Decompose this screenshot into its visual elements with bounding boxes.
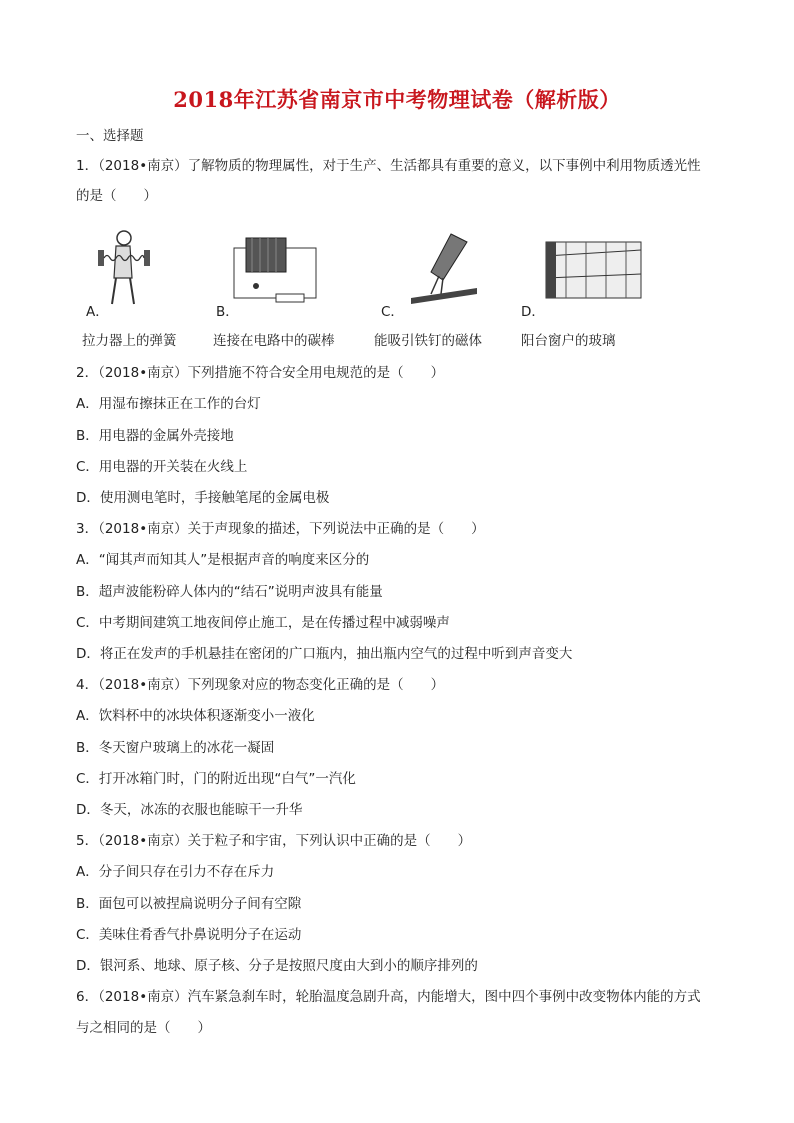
option-c-letter: C． <box>381 304 404 320</box>
figure-c <box>381 228 501 320</box>
figure-d <box>521 228 641 320</box>
option-a-caption: 拉力器上的弹簧 <box>82 333 177 349</box>
spring-expander-illustration <box>86 228 196 308</box>
section-heading: 一、选择题 <box>76 128 144 144</box>
carbon-rod-circuit-illustration <box>216 228 326 308</box>
question-1-stem-line-1: 1．（2018•南京）了解物质的物理属性，对于生产、生活都具有重要的意义，以下事例中利用物质透光性 <box>76 158 701 174</box>
question-5-option-a: A．分子间只存在引力不存在斥力 <box>76 864 275 880</box>
question-4-stem: 4．（2018•南京）下列现象对应的物态变化正确的是（ ） <box>76 677 445 693</box>
question-3-option-c: C．中考期间建筑工地夜间停止施工，是在传播过程中减弱噪声 <box>76 615 450 631</box>
option-a-letter: A． <box>86 304 109 320</box>
question-6-stem-line-2: 与之相同的是（ ） <box>76 1020 211 1036</box>
magnet-illustration <box>381 228 491 308</box>
question-4-option-d: D．冬天，冰冻的衣服也能晾干一升华 <box>76 802 303 818</box>
question-3-stem: 3．（2018•南京）关于声现象的描述，下列说法中正确的是（ ） <box>76 521 485 537</box>
question-1-stem-line-2: 的是（ ） <box>76 188 157 204</box>
option-b-letter: B． <box>216 304 239 320</box>
figure-b <box>216 228 336 320</box>
question-2-option-c: C．用电器的开关装在火线上 <box>76 459 248 475</box>
question-5-stem: 5．（2018•南京）关于粒子和宇宙，下列认识中正确的是（ ） <box>76 833 472 849</box>
question-2-stem: 2．（2018•南京）下列措施不符合安全用电规范的是（ ） <box>76 365 445 381</box>
question-1-figures <box>76 228 716 320</box>
question-4-option-c: C．打开冰箱门时，门的附近出现“白气”一汽化 <box>76 771 356 787</box>
question-2-option-a: A．用湿布擦抹正在工作的台灯 <box>76 396 261 412</box>
balcony-window-illustration <box>521 228 646 308</box>
figure-a <box>86 228 206 320</box>
question-2-option-b: B．用电器的金属外壳接地 <box>76 428 234 444</box>
question-6-stem-line-1: 6．（2018•南京）汽车紧急刹车时，轮胎温度急剧升高，内能增大，图中四个事例中改变物体内能的方式 <box>76 989 701 1005</box>
option-c-caption: 能吸引铁钉的磁体 <box>374 333 482 349</box>
question-2-option-d: D．使用测电笔时，手接触笔尾的金属电极 <box>76 490 330 506</box>
question-5-option-b: B．面包可以被捏扁说明分子间有空隙 <box>76 896 302 912</box>
question-3-option-d: D．将正在发声的手机悬挂在密闭的广口瓶内，抽出瓶内空气的过程中听到声音变大 <box>76 646 573 662</box>
question-4-option-b: B．冬天窗户玻璃上的冰花一凝固 <box>76 740 275 756</box>
question-5-option-d: D．银河系、地球、原子核、分子是按照尺度由大到小的顺序排列的 <box>76 958 478 974</box>
option-d-letter: D． <box>521 304 545 320</box>
question-3-option-a: A．“闻其声而知其人”是根据声音的响度来区分的 <box>76 552 370 568</box>
question-5-option-c: C．美味住肴香气扑鼻说明分子在运动 <box>76 927 302 943</box>
option-d-caption: 阳台窗户的玻璃 <box>521 333 616 349</box>
page-title: 2018年江苏省南京市中考物理试卷（解析版） <box>173 87 621 112</box>
option-b-caption: 连接在电路中的碳棒 <box>213 333 335 349</box>
question-4-option-a: A．饮料杯中的冰块体积逐渐变小一液化 <box>76 708 315 724</box>
question-3-option-b: B．超声波能粉碎人体内的“结石”说明声波具有能量 <box>76 584 383 600</box>
